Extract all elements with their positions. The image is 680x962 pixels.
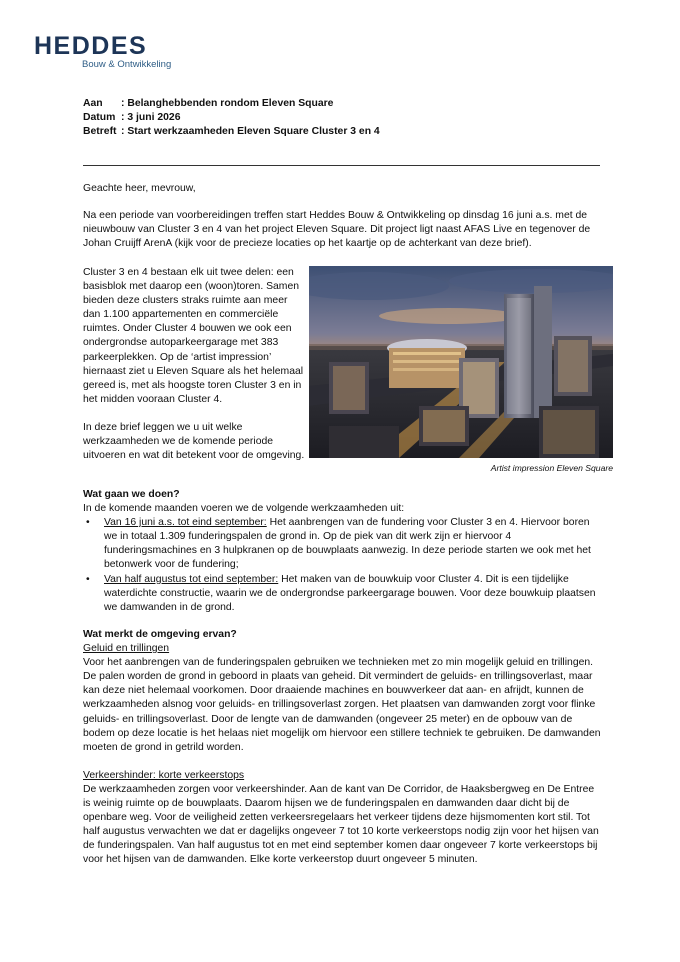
meta-datum-label: Datum	[83, 112, 116, 124]
work-description: Het maken van de bouwkuip voor Cluster 4. Dit is een tijdelijke waterdichte constructie, waarin we de ondergrondse parkeergarage bouwen. Voor deze bouwkuip plaatsen we damwanden in de grond.	[104, 573, 596, 613]
purpose-paragraph: In deze brief leggen we u uit welke werkzaamheden we de komende periode uitvoeren en wat dit betekent voor de omgeving.	[83, 421, 305, 462]
intro-paragraph: Na een periode van voorbereidingen treffen start Heddes Bouw & Ontwikkeling op dinsdag 16 juni a.s. met de nieuwbouw van Cluster 3 en 4 van het project Eleven Square. Dit project ligt naast AFAS Live en tegenover de Johan Cruijff ArenA (kijk voor de precieze locaties op het kaartje op de achterkant van deze brief).	[83, 210, 591, 250]
heddes-logo	[34, 34, 171, 70]
wat-gaan-lead: In de komende maanden voeren we de volgende werkzaamheden uit:	[83, 503, 405, 515]
verkeer-subheading: Verkeershinder: korte verkeerstops	[83, 769, 245, 781]
meta-betreft-label: Betreft	[83, 126, 117, 138]
list-item	[83, 516, 603, 572]
meta-betreft	[83, 125, 380, 139]
list-item	[83, 573, 603, 615]
meta-aan	[83, 97, 380, 111]
work-period: Van 16 juni a.s. tot eind september:	[104, 517, 267, 529]
bullet-icon: •	[86, 517, 90, 529]
section-wat-merkt	[83, 628, 603, 868]
paragraph-spacer	[83, 755, 603, 769]
left-column	[83, 266, 305, 477]
salutation: Geachte heer, mevrouw,	[83, 183, 196, 194]
geluid-paragraph: Voor het aanbrengen van de funderingspalen gebruiken we technieken met zo min mogelijk geluid en trillingen. De palen worden de grond in geboord in plaats van geheid. Dit vermindert de geluids- en trillingsoverlast, maar kan deze niet helemaal voorkomen. Door draaiende machines en bouwverkeer dat aan- en afrijdt, kunnen de werkzaamheden alsnog voor geluids- en trillingsoverlast zorgen. Het plaatsen van damwanden zorgt voor flinke geluids- en trillingsoverlast. Door de lengte van de damwanden (ongeveer 25 meter) en de opbouw van de bodem op deze locatie is het helaas niet mogelijk om hiervoor een stillere techniek te gebruiken. De damwanden moeten de grond in getrild worden.	[83, 657, 601, 753]
geluid-subheading: Geluid en trillingen	[83, 643, 170, 655]
header-divider	[83, 165, 600, 166]
work-description: Het aanbrengen van de fundering voor Cluster 3 en 4. Hiervoor boren we in totaal 1.309 funderingspalen de grond in. Op de piek van dit werk zijn er hiervoor 4 funderingsmachines en 3 hulpkranen op de bouwplaats aanwezig. In deze periode starten we ook met het betonwerk voor de fundering;	[104, 517, 591, 571]
wat-merkt-heading: Wat merkt de omgeving ervan?	[83, 629, 237, 640]
meta-aan-value: : Belanghebbenden rondom Eleven Square	[121, 98, 334, 109]
cluster-paragraph: Cluster 3 en 4 bestaan elk uit twee delen: een basisblok met daarop een (woon)toren. Samen bieden deze clusters straks ruimte aan meer dan 1.100 appartementen en commerciële ruimtes. Onder Cluster 4 bouwen we ook een ondergrondse autoparkeergarage met 383 parkeerplekken. Op de ‘artist impression’ hiernaast ziet u Eleven Square als het helemaal gereed is, met als hoogste toren Cluster 3 en in het midden vooraan Cluster 4.	[83, 267, 304, 405]
section-wat-gaan	[83, 488, 603, 615]
artist-impression-image	[309, 266, 613, 458]
wat-gaan-heading: Wat gaan we doen?	[83, 489, 180, 500]
meta-datum	[83, 111, 380, 125]
verkeer-paragraph: De werkzaamheden zorgen voor verkeershinder. Aan de kant van De Corridor, de Haaksbergweg en De Entree is weinig ruimte op de bouwplaats. Daarom hijsen we de funderingspalen en damwanden daar dicht bij de openbare weg. Voor de veiligheid zetten verkeersregelaars het verkeer tijdens deze hijsmomenten kort stil. Tot half augustus verwachten we dat er dagelijks ongeveer 7 tot 10 korte verkeerstops nodig zijn voor het hijsen van de funderingspalen. Van half augustus tot en met eind september komen daar ongeveer 7 korte verkeerstops bij voor het hijsen van de damwanden. Elke korte verkeerstop duurt ongeveer 5 minuten.	[83, 783, 599, 866]
bullet-icon: •	[86, 573, 90, 585]
logo-wordmark: HEDDES	[34, 32, 148, 60]
work-list	[83, 516, 603, 615]
letter-header	[83, 97, 380, 140]
meta-betreft-value: : Start werkzaamheden Eleven Square Cluster 3 en 4	[121, 126, 380, 138]
meta-datum-value: : 3 juni 2026	[121, 112, 181, 124]
work-period: Van half augustus tot eind september:	[104, 573, 279, 585]
logo-subtitle: Bouw & Ontwikkeling	[82, 59, 172, 70]
meta-aan-label: Aan	[83, 98, 103, 109]
photo-caption: Artist impression Eleven Square	[490, 463, 613, 473]
